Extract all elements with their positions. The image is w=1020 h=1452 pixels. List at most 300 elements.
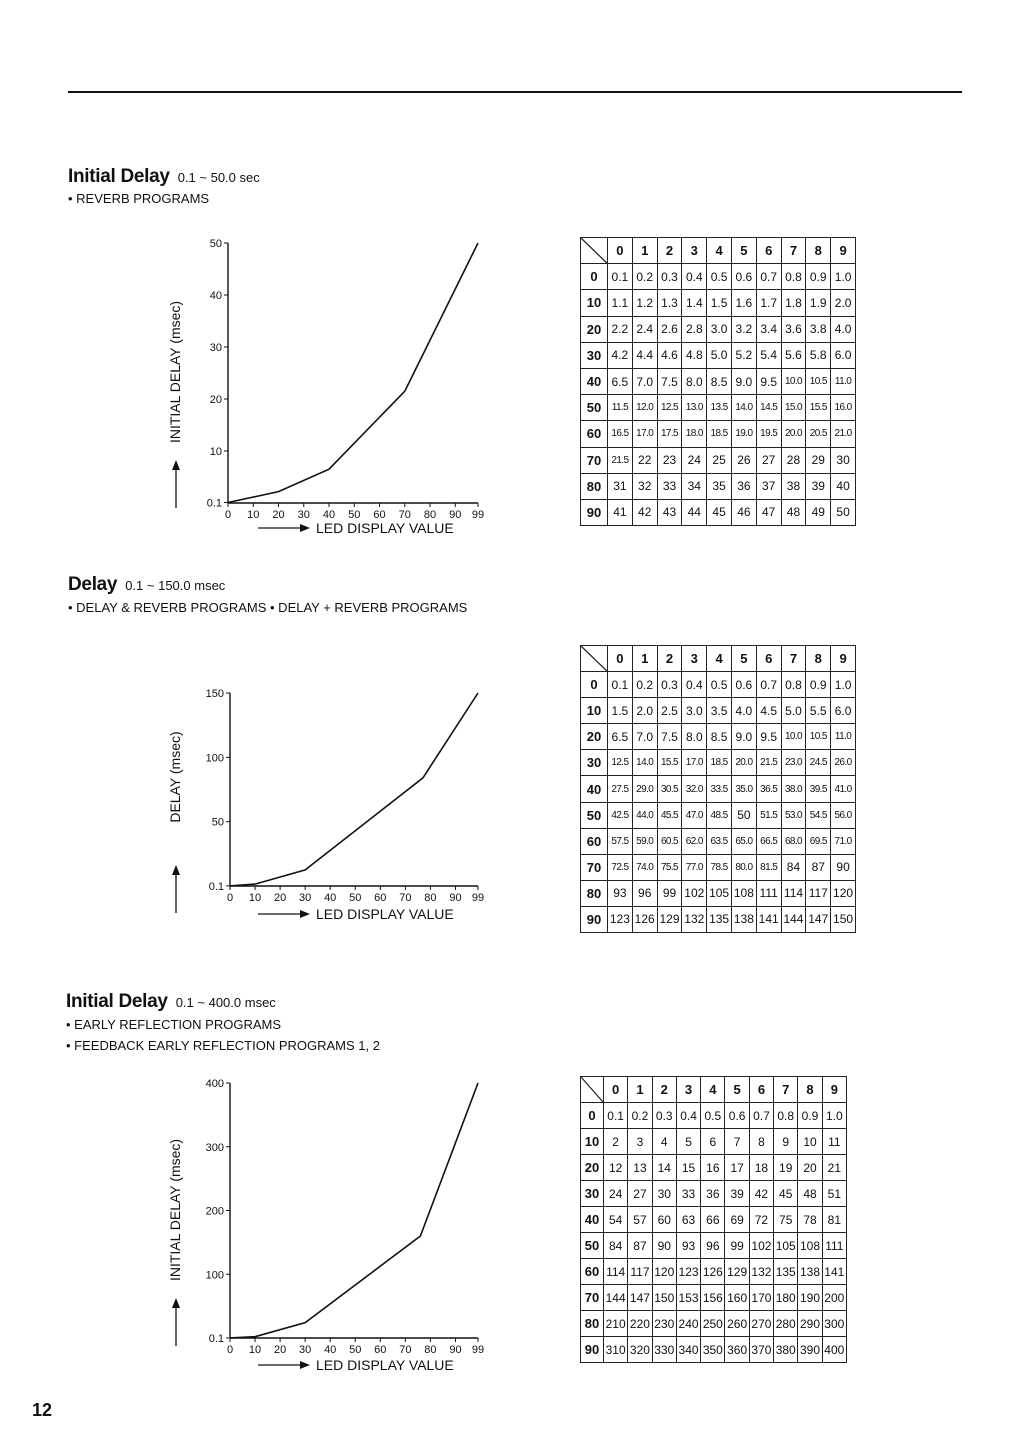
table-cell: 1.7 (756, 290, 781, 316)
x-tick-label: 90 (449, 509, 462, 521)
y-tick-label: 400 (205, 1078, 224, 1090)
table-cell: 114 (781, 880, 806, 906)
table-cell: 17.0 (682, 750, 707, 776)
x-axis-label: LED DISPLAY VALUE (316, 520, 454, 536)
table-cell: 13.5 (707, 395, 732, 421)
table-cell: 80.0 (731, 854, 756, 880)
table-cell: 4 (652, 1129, 676, 1155)
x-tick-label: 40 (324, 1344, 337, 1356)
section-title-text: Delay (68, 574, 118, 595)
table-row (581, 473, 856, 499)
table-cell: 3.6 (781, 316, 806, 342)
table-cell: 4.8 (682, 342, 707, 368)
row-header: 10 (581, 698, 608, 724)
table-cell: 48 (798, 1181, 822, 1207)
column-header: 1 (628, 1077, 652, 1103)
row-header: 20 (581, 1155, 604, 1181)
diagonal-slash-icon (581, 646, 607, 671)
table-cell: 44.0 (632, 802, 657, 828)
table-cell: 75 (774, 1207, 798, 1233)
table-row (581, 828, 856, 854)
table-cell: 144 (604, 1285, 628, 1311)
table-cell: 75.5 (657, 854, 682, 880)
table-cell: 147 (806, 906, 831, 932)
table-cell: 60 (652, 1207, 676, 1233)
y-tick-label: 10 (209, 446, 222, 458)
table-cell: 32 (632, 473, 657, 499)
table-cell: 0.1 (608, 264, 633, 290)
table-cell: 42 (632, 499, 657, 525)
table-cell: 33 (676, 1181, 700, 1207)
table-cell: 12.5 (657, 395, 682, 421)
right-arrow-icon (258, 1361, 310, 1369)
table-cell: 7.5 (657, 724, 682, 750)
table-row (581, 1233, 847, 1259)
table-row (581, 264, 856, 290)
table-cell: 27 (756, 447, 781, 473)
column-header: 4 (707, 646, 732, 672)
table-cell: 0.3 (657, 672, 682, 698)
y-tick-label: 0.1 (208, 880, 224, 893)
table-cell: 210 (604, 1311, 628, 1337)
column-header: 7 (781, 238, 806, 264)
table-cell: 108 (731, 880, 756, 906)
table-cell: 0.6 (725, 1103, 749, 1129)
x-tick-label: 60 (374, 1344, 387, 1356)
table-cell: 105 (707, 880, 732, 906)
x-tick-label: 10 (248, 1344, 262, 1356)
table-cell: 14 (652, 1155, 676, 1181)
table-row (581, 880, 856, 906)
table-row (581, 1259, 847, 1285)
table-cell: 36.5 (756, 776, 781, 802)
table-cell: 7.5 (657, 368, 682, 394)
table-cell: 30 (831, 447, 856, 473)
table-cell: 13.0 (682, 395, 707, 421)
table-cell: 10.0 (781, 724, 806, 750)
table-cell: 29 (806, 447, 831, 473)
table-cell: 10.5 (806, 724, 831, 750)
table-cell: 138 (798, 1259, 822, 1285)
table-cell: 36 (701, 1181, 725, 1207)
table-cell: 0.2 (628, 1103, 652, 1129)
program-bullet: • REVERB PROGRAMS (68, 191, 210, 206)
table-cell: 280 (774, 1311, 798, 1337)
table-cell: 320 (628, 1337, 652, 1363)
table-cell: 114 (604, 1259, 628, 1285)
table-row (581, 802, 856, 828)
column-header: 0 (604, 1077, 628, 1103)
table-row (581, 316, 856, 342)
table-cell: 24 (682, 447, 707, 473)
column-header: 4 (707, 238, 732, 264)
table-cell: 5 (676, 1129, 700, 1155)
table-cell: 23.0 (781, 750, 806, 776)
x-tick-label: 40 (322, 509, 336, 521)
table-cell: 74.0 (632, 854, 657, 880)
column-header: 5 (731, 646, 756, 672)
x-tick-label: 80 (424, 892, 437, 904)
table-cell: 132 (749, 1259, 773, 1285)
table-cell: 150 (831, 906, 856, 932)
row-header: 0 (581, 1103, 604, 1129)
row-header: 80 (581, 473, 608, 499)
x-tick-label: 20 (273, 892, 287, 904)
table-cell: 1.8 (781, 290, 806, 316)
diagonal-slash-icon (581, 238, 607, 263)
table-cell: 99 (725, 1233, 749, 1259)
table-cell: 50 (831, 499, 856, 525)
table-cell: 17.5 (657, 421, 682, 447)
x-axis-label: LED DISPLAY VALUE (316, 906, 454, 922)
table-cell: 6.5 (608, 368, 633, 394)
x-tick-label: 30 (297, 509, 310, 521)
table-cell: 69 (725, 1207, 749, 1233)
table-cell: 21.5 (756, 750, 781, 776)
table-cell: 105 (774, 1233, 798, 1259)
x-tick-label: 80 (423, 509, 437, 521)
table-cell: 66.5 (756, 828, 781, 854)
series-line (228, 243, 478, 503)
table-cell: 27.5 (608, 776, 633, 802)
row-header: 90 (581, 1337, 604, 1363)
table-cell: 21.5 (608, 447, 633, 473)
table-cell: 60.5 (657, 828, 682, 854)
table-cell: 170 (749, 1285, 773, 1311)
table-cell: 120 (831, 880, 856, 906)
column-header: 2 (657, 646, 682, 672)
table-cell: 1.6 (731, 290, 756, 316)
row-header: 0 (581, 264, 608, 290)
table-cell: 2.5 (657, 698, 682, 724)
table-cell: 390 (798, 1337, 822, 1363)
table-cell: 41 (608, 499, 633, 525)
section-title-text: Initial Delay (66, 991, 168, 1012)
x-tick-label: 0 (226, 1344, 234, 1356)
program-bullet: • FEEDBACK EARLY REFLECTION PROGRAMS 1, 2 (66, 1038, 380, 1053)
table-cell: 4.2 (608, 342, 633, 368)
table-cell: 96 (701, 1233, 725, 1259)
table-cell: 54.5 (806, 802, 831, 828)
table-cell: 8.0 (682, 368, 707, 394)
table-cell: 156 (701, 1285, 725, 1311)
table-cell: 230 (652, 1311, 676, 1337)
x-tick-label: 90 (449, 1344, 462, 1356)
table-cell: 18 (749, 1155, 773, 1181)
table-cell: 270 (749, 1311, 773, 1337)
table-cell: 57 (628, 1207, 652, 1233)
table-cell: 5.0 (707, 342, 732, 368)
y-tick-label: 0.1 (206, 497, 222, 510)
table-cell: 117 (806, 880, 831, 906)
table-cell: 132 (682, 906, 707, 932)
right-arrow-icon (258, 910, 310, 918)
row-header: 10 (581, 1129, 604, 1155)
x-tick-label: 99 (471, 509, 485, 521)
table-cell: 1.0 (831, 264, 856, 290)
table-header-row (581, 1077, 847, 1103)
table-cell: 38 (781, 473, 806, 499)
table-row (581, 1311, 847, 1337)
table-cell: 141 (756, 906, 781, 932)
table-cell: 72.5 (608, 854, 633, 880)
table-cell: 6.0 (831, 698, 856, 724)
table-cell: 29.0 (632, 776, 657, 802)
table-cell: 10 (798, 1129, 822, 1155)
y-tick-label: 0.1 (208, 1332, 224, 1345)
row-header: 80 (581, 1311, 604, 1337)
table-cell: 8.0 (682, 724, 707, 750)
table-cell: 63 (676, 1207, 700, 1233)
table-cell: 4.0 (731, 698, 756, 724)
line-chart (160, 682, 500, 932)
table-row (581, 499, 856, 525)
row-header: 40 (581, 1207, 604, 1233)
table-cell: 42.5 (608, 802, 633, 828)
table-cell: 1.2 (632, 290, 657, 316)
table-cell: 15.0 (781, 395, 806, 421)
table-cell: 21.0 (831, 421, 856, 447)
program-bullet: • DELAY & REVERB PROGRAMS • DELAY + REVERB PROGRAMS (68, 600, 468, 615)
table-cell: 2.4 (632, 316, 657, 342)
table-cell: 7.0 (632, 368, 657, 394)
value-table (580, 1076, 847, 1363)
table-cell: 0.7 (756, 264, 781, 290)
table-cell: 120 (652, 1259, 676, 1285)
row-header: 60 (581, 828, 608, 854)
table-cell: 160 (725, 1285, 749, 1311)
y-tick-label: 100 (205, 1269, 224, 1282)
section-title (68, 166, 260, 188)
table-cell: 0.6 (731, 672, 756, 698)
table-cell: 111 (822, 1233, 846, 1259)
table-cell: 111 (756, 880, 781, 906)
table-cell: 129 (657, 906, 682, 932)
table-row (581, 672, 856, 698)
table-cell: 144 (781, 906, 806, 932)
y-tick-label: 50 (211, 816, 224, 829)
table-cell: 2.8 (682, 316, 707, 342)
y-tick-label: 20 (209, 394, 222, 406)
table-cell: 18.5 (707, 421, 732, 447)
table-cell: 46 (731, 499, 756, 525)
x-tick-label: 80 (424, 1344, 437, 1356)
table-cell: 17 (725, 1155, 749, 1181)
table-cell: 66 (701, 1207, 725, 1233)
table-cell: 0.4 (676, 1103, 700, 1129)
row-header: 40 (581, 776, 608, 802)
table-cell: 42 (749, 1181, 773, 1207)
section-range: 0.1 ~ 400.0 msec (175, 995, 276, 1010)
table-cell: 7 (725, 1129, 749, 1155)
up-arrow-icon (172, 1298, 180, 1346)
table-cell: 5.0 (781, 698, 806, 724)
row-header: 0 (581, 672, 608, 698)
table-cell: 43 (657, 499, 682, 525)
table-cell: 50 (731, 802, 756, 828)
y-tick-label: 100 (205, 752, 224, 765)
series-line (230, 1083, 478, 1338)
table-cell: 4.6 (657, 342, 682, 368)
table-cell: 9.0 (731, 724, 756, 750)
table-cell: 310 (604, 1337, 628, 1363)
table-cell: 39 (725, 1181, 749, 1207)
column-header: 7 (781, 646, 806, 672)
table-cell: 3.5 (707, 698, 732, 724)
table-cell: 138 (731, 906, 756, 932)
table-cell: 200 (822, 1285, 846, 1311)
table-cell: 1.5 (707, 290, 732, 316)
series-line (230, 693, 478, 886)
y-tick-label: 200 (205, 1205, 224, 1218)
table-cell: 48.5 (707, 802, 732, 828)
table-cell: 5.8 (806, 342, 831, 368)
table-cell: 51.5 (756, 802, 781, 828)
table-row (581, 368, 856, 394)
table-cell: 126 (701, 1259, 725, 1285)
table-cell: 20 (798, 1155, 822, 1181)
table-cell: 0.8 (781, 264, 806, 290)
table-cell: 14.0 (632, 750, 657, 776)
table-cell: 2.0 (831, 290, 856, 316)
column-header: 1 (632, 646, 657, 672)
table-row (581, 1285, 847, 1311)
table-cell: 380 (774, 1337, 798, 1363)
table-cell: 30 (652, 1181, 676, 1207)
table-cell: 147 (628, 1285, 652, 1311)
table-cell: 93 (676, 1233, 700, 1259)
table-cell: 0.6 (731, 264, 756, 290)
table-cell: 81.5 (756, 854, 781, 880)
x-tick-label: 0 (226, 892, 234, 904)
table-row (581, 421, 856, 447)
table-cell: 0.9 (798, 1103, 822, 1129)
table-cell: 3.0 (707, 316, 732, 342)
table-cell: 77.0 (682, 854, 707, 880)
table-cell: 1.1 (608, 290, 633, 316)
table-cell: 123 (676, 1259, 700, 1285)
table-cell: 20.0 (781, 421, 806, 447)
table-cell: 16 (701, 1155, 725, 1181)
table-cell: 7.0 (632, 724, 657, 750)
table-cell: 14.0 (731, 395, 756, 421)
table-cell: 9 (774, 1129, 798, 1155)
program-bullet: • EARLY REFLECTION PROGRAMS (66, 1017, 282, 1032)
column-header: 5 (725, 1077, 749, 1103)
column-header: 8 (806, 646, 831, 672)
table-cell: 8.5 (707, 724, 732, 750)
table-cell: 0.3 (657, 264, 682, 290)
right-arrow-icon (258, 524, 310, 532)
row-header: 50 (581, 802, 608, 828)
table-cell: 135 (774, 1259, 798, 1285)
line-chart (160, 232, 500, 544)
x-tick-label: 50 (348, 509, 361, 521)
row-header: 10 (581, 290, 608, 316)
table-cell: 8 (749, 1129, 773, 1155)
x-tick-label: 50 (349, 892, 362, 904)
column-header: 3 (682, 238, 707, 264)
column-header: 3 (682, 646, 707, 672)
table-cell: 11 (822, 1129, 846, 1155)
table-cell: 87 (628, 1233, 652, 1259)
table-cell: 16.0 (831, 395, 856, 421)
table-cell: 3.4 (756, 316, 781, 342)
row-header: 90 (581, 906, 608, 932)
x-tick-label: 20 (272, 509, 285, 521)
table-cell: 4.5 (756, 698, 781, 724)
table-cell: 65.0 (731, 828, 756, 854)
table-cell: 18.0 (682, 421, 707, 447)
table-cell: 81 (822, 1207, 846, 1233)
table-cell: 102 (682, 880, 707, 906)
table-cell: 135 (707, 906, 732, 932)
table-cell: 240 (676, 1311, 700, 1337)
table-cell: 48 (781, 499, 806, 525)
table-cell: 1.4 (682, 290, 707, 316)
table-cell: 39 (806, 473, 831, 499)
table-cell: 36 (731, 473, 756, 499)
column-header: 6 (756, 238, 781, 264)
table-row (581, 698, 856, 724)
table-cell: 33 (657, 473, 682, 499)
x-tick-label: 50 (349, 1344, 362, 1356)
table-cell: 90 (652, 1233, 676, 1259)
table-cell: 0.1 (604, 1103, 628, 1129)
table-cell: 1.0 (831, 672, 856, 698)
x-tick-label: 10 (247, 509, 260, 521)
column-header: 8 (806, 238, 831, 264)
x-tick-label: 30 (299, 892, 312, 904)
table-cell: 62.0 (682, 828, 707, 854)
y-tick-label: 30 (209, 342, 222, 354)
table-cell: 51 (822, 1181, 846, 1207)
table-cell: 40 (831, 473, 856, 499)
table-cell: 23 (657, 447, 682, 473)
table-cell: 0.8 (774, 1103, 798, 1129)
column-header: 5 (731, 238, 756, 264)
table-cell: 6 (701, 1129, 725, 1155)
table-cell: 5.6 (781, 342, 806, 368)
table-cell: 0.1 (608, 672, 633, 698)
section-title (66, 991, 276, 1013)
table-row (581, 724, 856, 750)
table-row (581, 395, 856, 421)
table-cell: 290 (798, 1311, 822, 1337)
table-cell: 0.3 (652, 1103, 676, 1129)
table-cell: 129 (725, 1259, 749, 1285)
y-axis-label: INITIAL DELAY (msec) (167, 300, 183, 444)
up-arrow-icon (172, 460, 180, 508)
table-cell: 53.0 (781, 802, 806, 828)
table-cell: 340 (676, 1337, 700, 1363)
table-cell: 12.5 (608, 750, 633, 776)
table-cell: 63.5 (707, 828, 732, 854)
table-cell: 30.5 (657, 776, 682, 802)
table-row (581, 750, 856, 776)
table-cell: 10.5 (806, 368, 831, 394)
table-cell: 44 (682, 499, 707, 525)
table-row (581, 1103, 847, 1129)
table-cell: 0.9 (806, 264, 831, 290)
value-table (580, 237, 856, 526)
table-cell: 34 (682, 473, 707, 499)
row-header: 30 (581, 342, 608, 368)
table-cell: 54 (604, 1207, 628, 1233)
table-cell: 1.5 (608, 698, 633, 724)
table-cell: 56.0 (831, 802, 856, 828)
table-cell: 117 (628, 1259, 652, 1285)
